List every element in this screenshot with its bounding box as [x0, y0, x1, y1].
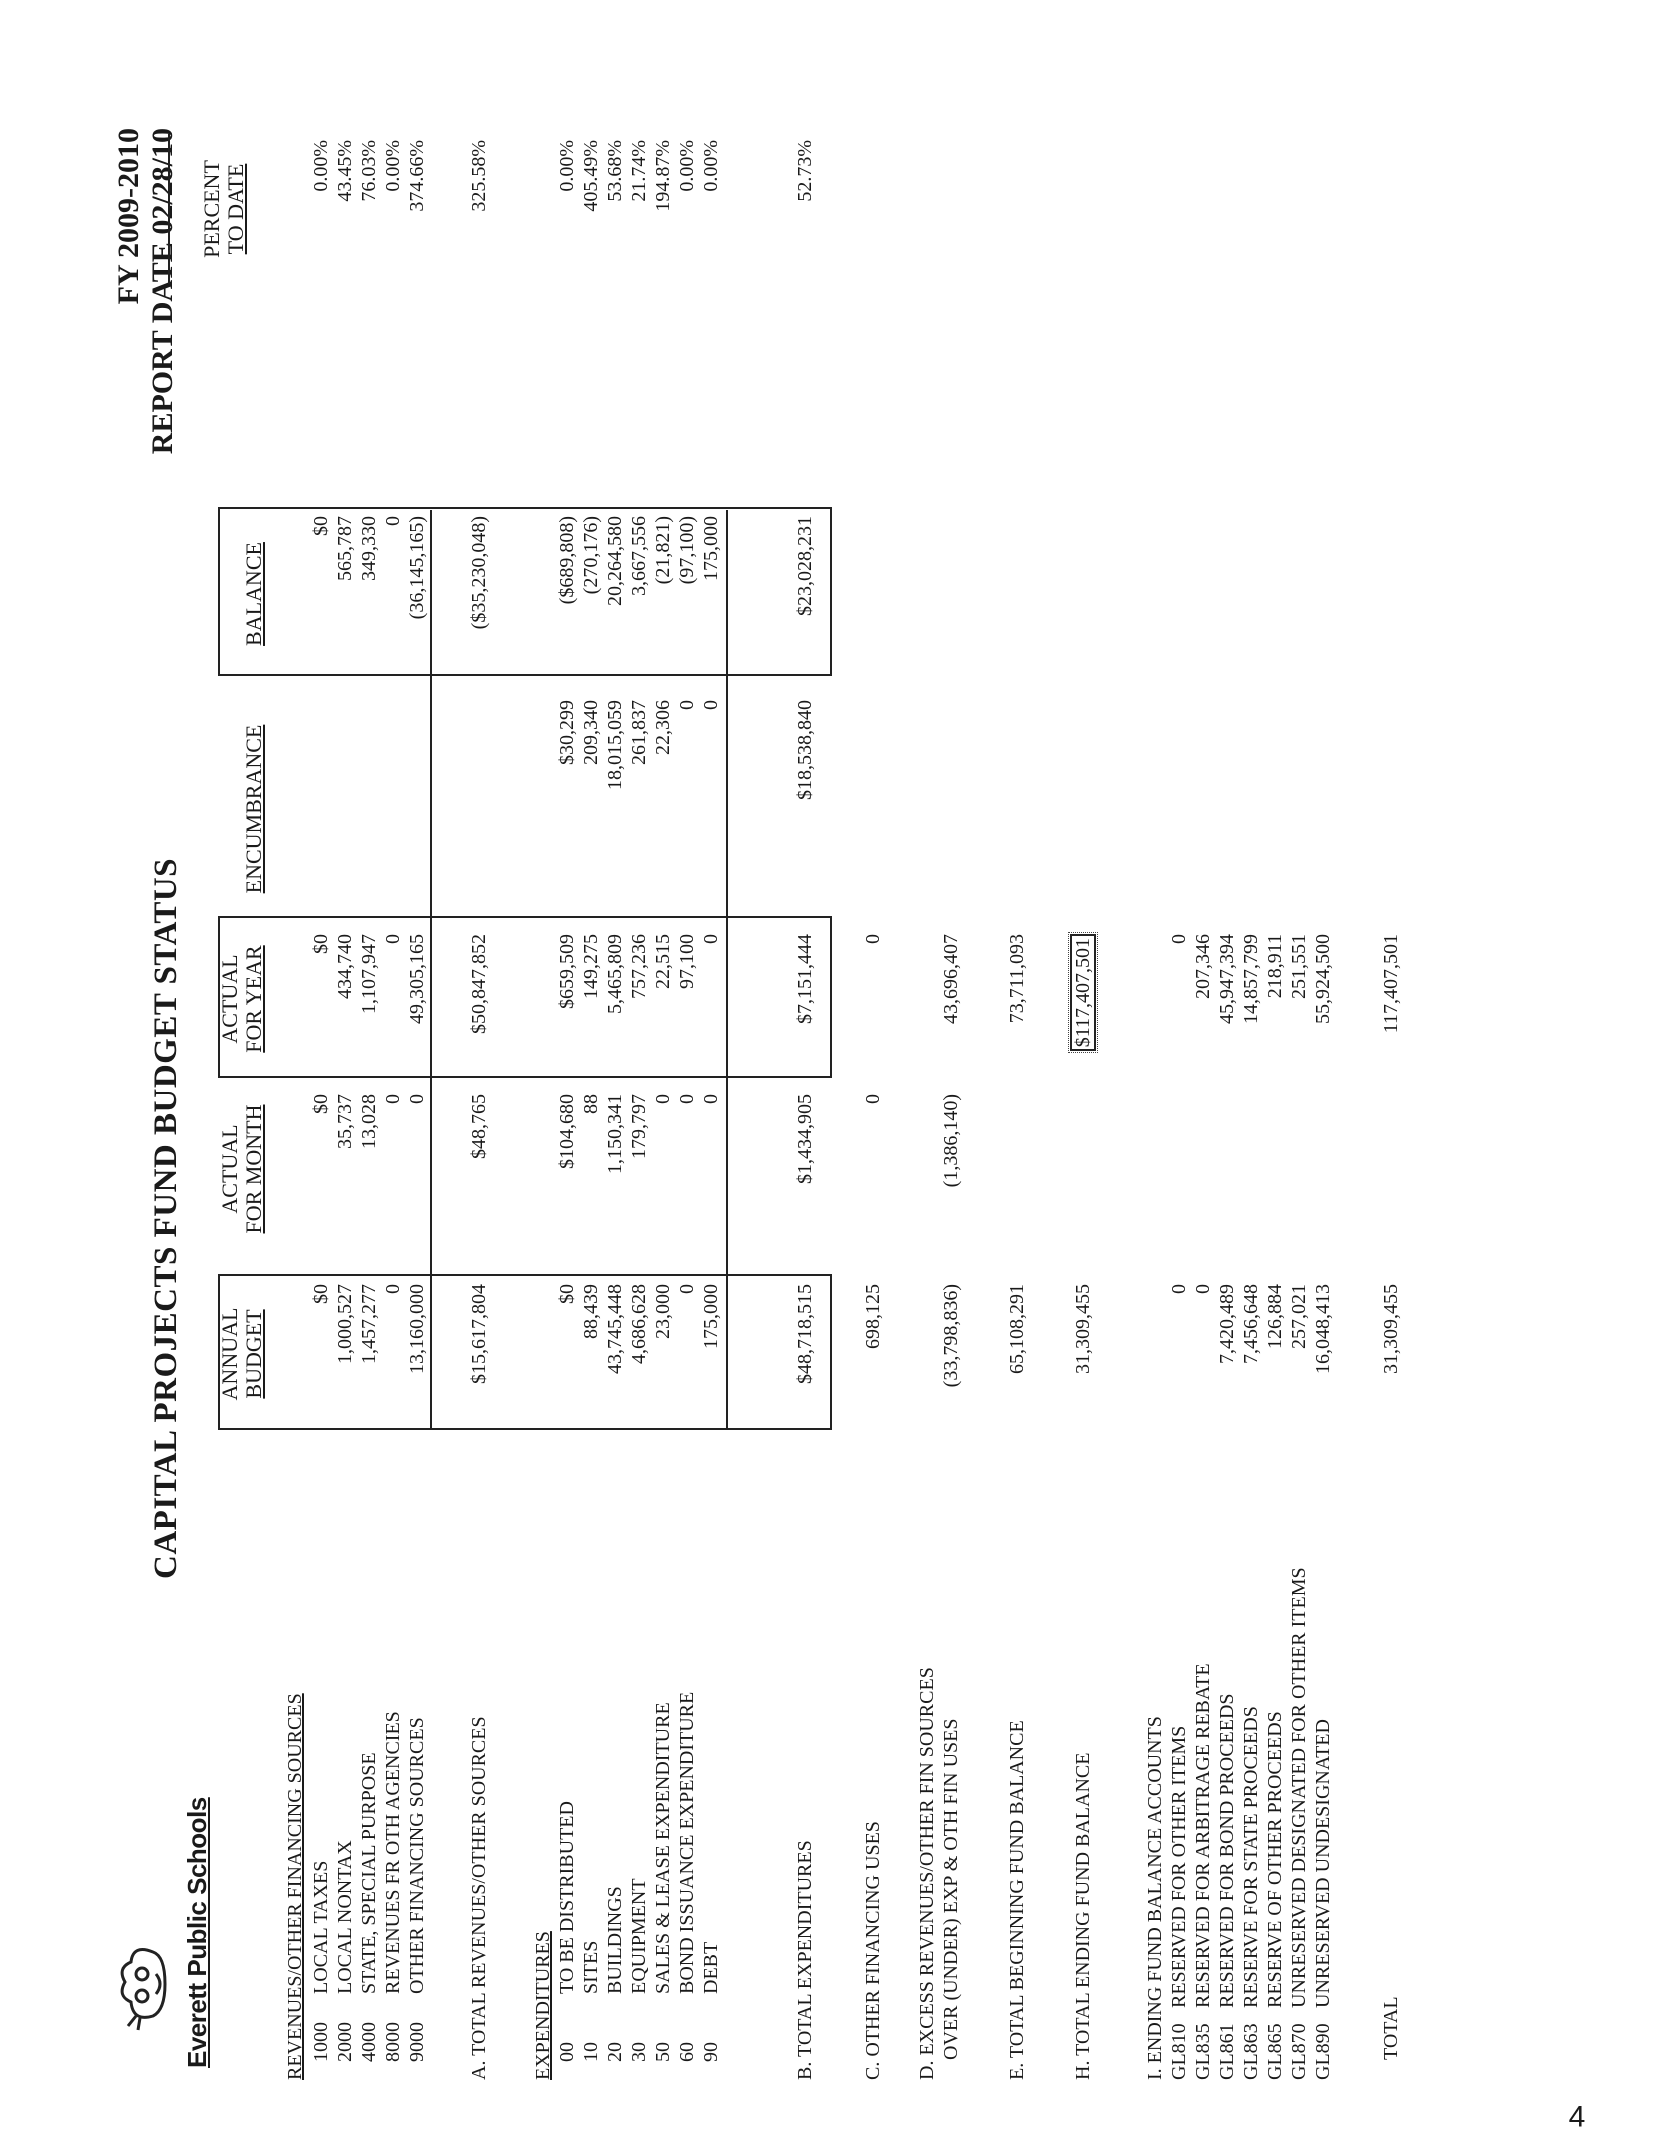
- gl-account-row: GL870 UNRESERVED DESIGNATED FOR OTHER ITEMS 257,021 251,551: [1288, 934, 1310, 2080]
- col-header-balance: BALANCE: [241, 542, 266, 646]
- fiscal-year: FY 2009-2010: [112, 128, 145, 305]
- logo-text: Everett Public Schools: [182, 1797, 212, 2068]
- expenditure-row: 30 EQUIPMENT 4,686,628 179,797 757,236 261,837 3,667,556 21.74%: [628, 140, 650, 2062]
- revenue-row: 1000 LOCAL TAXES $0 $0 $0 $0 0.00%: [310, 140, 332, 2062]
- other-financing-uses-row: C. OTHER FINANCING USES 698,125 0 0: [862, 934, 884, 2080]
- excess-revenues-row-1: D. EXCESS REVENUES/OTHER FIN SOURCES: [916, 1667, 938, 2080]
- report-title: CAPITAL PROJECTS FUND BUDGET STATUS: [148, 857, 184, 1579]
- revenues-subtotal-rule: [430, 510, 432, 1430]
- gl-account-row: GL835 RESERVED FOR ARBITRAGE REBATE 0 207,346: [1192, 934, 1214, 2080]
- gl-account-row: GL810 RESERVED FOR OTHER ITEMS 0 0: [1168, 934, 1190, 2080]
- gl-account-row: GL890 UNRESERVED UNDESIGNATED 16,048,413 55,924,500: [1312, 934, 1334, 2080]
- col-header-year: ACTUAL FOR YEAR: [217, 945, 266, 1053]
- col-header-budget: ANNUAL BUDGET: [217, 1307, 266, 1401]
- revenue-row: 8000 REVENUES FR OTH AGENCIES 0 0 0 0 0.00%: [382, 140, 404, 2062]
- excess-revenues-row-2: OVER (UNDER) EXP & OTH FIN USES (33,798,836) (1,386,140) 43,696,407: [940, 934, 962, 2060]
- expenditures-subtotal-rule: [726, 510, 728, 1430]
- gl-account-row: GL861 RESERVED FOR BOND PROCEEDS 7,420,489 45,947,394: [1216, 934, 1238, 2080]
- page-number: 4: [1568, 2100, 1586, 2134]
- expenditure-row: 60 BOND ISSUANCE EXPENDITURE 0 0 97,100 0 (97,100) 0.00%: [676, 140, 698, 2062]
- col-header-percent: PERCENT TO DATE: [199, 160, 248, 258]
- col-header-month: ACTUAL FOR MONTH: [217, 1104, 266, 1234]
- fund-balance-accounts-heading: I. ENDING FUND BALANCE ACCOUNTS: [1144, 1716, 1166, 2080]
- school-mascot-logo-icon: [108, 1934, 178, 2034]
- grand-total-row: TOTAL 31,309,455 117,407,501: [1380, 934, 1402, 2060]
- revenue-row: 4000 STATE, SPECIAL PURPOSE 1,457,277 13,028 1,107,947 349,330 76.03%: [358, 140, 380, 2062]
- percent-header-rule: [168, 134, 170, 284]
- report-date: REPORT DATE 02/28/10: [146, 128, 179, 455]
- col-header-encumbrance: ENCUMBRANCE: [241, 724, 266, 894]
- revenue-row: 2000 LOCAL NONTAX 1,000,527 35,737 434,740 565,787 43.45%: [334, 140, 356, 2062]
- expenditure-row: 90 DEBT 175,000 0 0 0 175,000 0.00%: [700, 140, 722, 2062]
- revenue-row: 9000 OTHER FINANCING SOURCES 13,160,000 0 49,305,165 (36,145,165) 374.66%: [406, 140, 428, 2062]
- total-revenues-row: A. TOTAL REVENUES/OTHER SOURCES $15,617,804 $48,765 $50,847,852 ($35,230,048) 325.58%: [468, 140, 490, 2080]
- beginning-fund-balance-row: E. TOTAL BEGINNING FUND BALANCE 65,108,291 73,711,093: [1006, 934, 1028, 2080]
- revenues-heading: REVENUES/OTHER FINANCING SOURCES: [284, 1693, 306, 2080]
- gl-account-row: GL865 RESERVE OF OTHER PROCEEDS 126,884 218,911: [1264, 934, 1286, 2080]
- gl-account-row: GL863 RESERVE FOR STATE PROCEEDS 7,456,648 14,857,799: [1240, 934, 1262, 2080]
- total-expenditures-row: B. TOTAL EXPENDITURES $48,718,515 $1,434,905 $7,151,444 $18,538,840 $23,028,231 52.73%: [794, 140, 816, 2080]
- ending-fund-balance-row: H. TOTAL ENDING FUND BALANCE 31,309,455 $117,407,501: [1072, 80, 1094, 2080]
- expenditure-row: 20 BUILDINGS 43,745,448 1,150,341 5,465,809 18,015,059 20,264,580 53.68%: [604, 140, 626, 2062]
- ending-balance-highlight: $117,407,501: [1070, 934, 1096, 1051]
- expenditure-row: 10 SITES 88,439 88 149,275 209,340 (270,176) 405.49%: [580, 140, 602, 2062]
- expenditures-heading: EXPENDITURES: [532, 1931, 554, 2080]
- logo: [108, 1934, 183, 2034]
- expenditure-row: 50 SALES & LEASE EXPENDITURE 23,000 0 22,515 22,306 (21,821) 194.87%: [652, 140, 674, 2062]
- expenditure-row: 00 TO BE DISTRIBUTED $0 $104,680 $659,509 $30,299 ($689,808) 0.00%: [556, 140, 578, 2062]
